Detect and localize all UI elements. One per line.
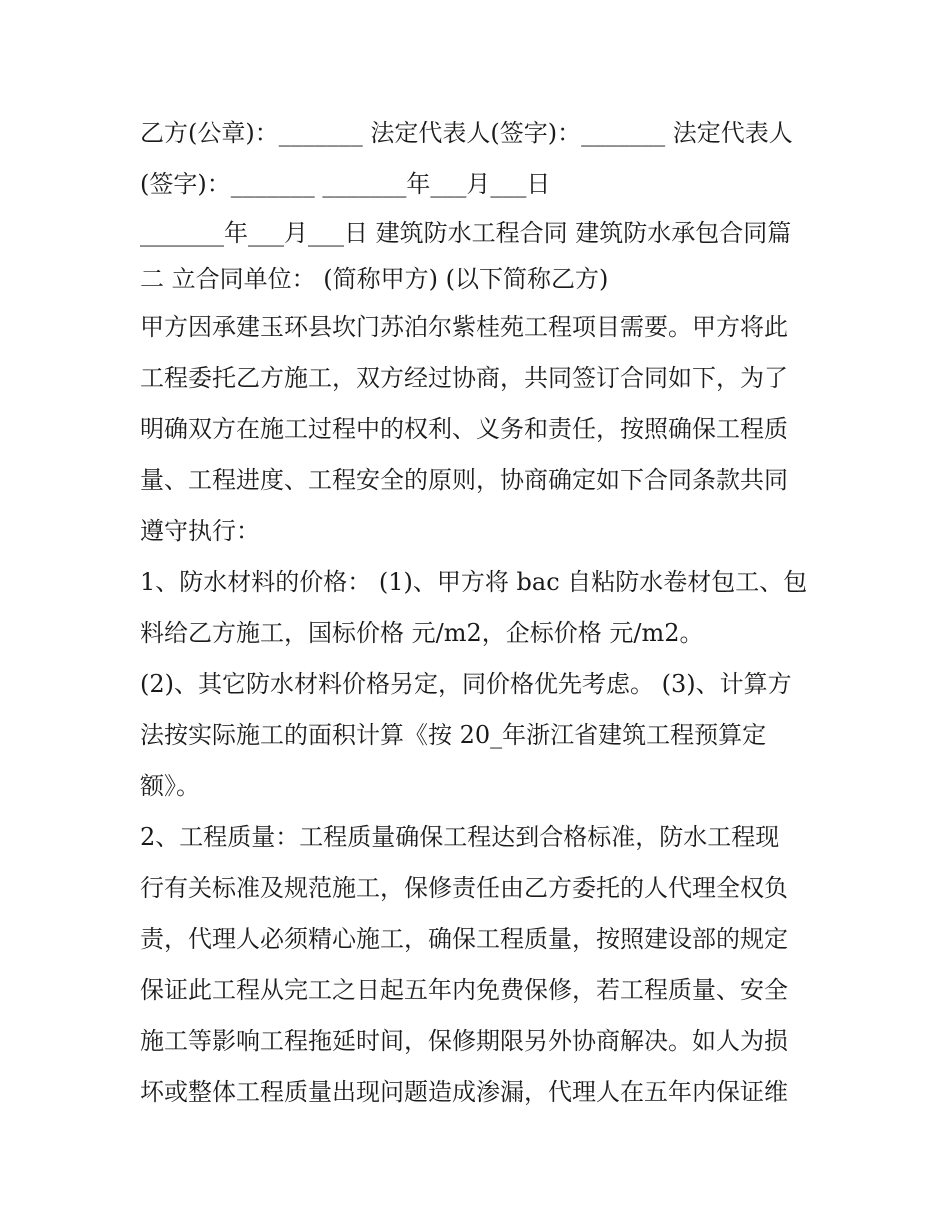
text-line: 量、工程进度、工程安全的原则，协商确定如下合同条款共同	[140, 466, 788, 494]
text-line: 额》。	[140, 772, 200, 800]
text-line: 1、防水材料的价格： (1)、甲方将 bac 自粘防水卷材包工、包	[140, 568, 808, 596]
text-line: 责，代理人必须精心施工，确保工程质量，按照建设部的规定	[140, 925, 788, 953]
text-line: 施工等影响工程拖延时间，保修期限另外协商解决。如人为损	[140, 1027, 788, 1055]
text-line: 2、工程质量：工程质量确保工程达到合格标准，防水工程现	[140, 823, 780, 851]
text-line: _______年___月___日 建筑防水工程合同 建筑防水承包合同篇	[140, 219, 792, 247]
text-line: 二 立合同单位： (简称甲方) (以下简称乙方)	[140, 265, 609, 293]
text-line: 法按实际施工的面积计算《按 20_年浙江省建筑工程预算定	[140, 721, 767, 749]
text-line: 行有关标准及规范施工，保修责任由乙方委托的人代理全权负	[140, 874, 788, 902]
text-line: 遵守执行：	[140, 517, 260, 545]
text-line: 保证此工程从完工之日起五年内免费保修，若工程质量、安全	[140, 976, 788, 1004]
text-line: 坏或整体工程质量出现问题造成渗漏，代理人在五年内保证维	[140, 1078, 788, 1106]
text-line: 乙方(公章)：_______ 法定代表人(签字)：_______ 法定代表人	[140, 119, 793, 147]
text-line: 工程委托乙方施工，双方经过协商，共同签订合同如下，为了	[140, 364, 788, 392]
text-line: (2)、其它防水材料价格另定，同价格优先考虑。 (3)、计算方	[140, 670, 792, 698]
text-line: (签字)：_______ _______年___月___日	[140, 170, 551, 198]
text-line: 料给乙方施工，国标价格 元/m2，企标价格 元/m2。	[140, 619, 704, 647]
text-line: 明确双方在施工过程中的权利、义务和责任，按照确保工程质	[140, 415, 788, 443]
text-line: 甲方因承建玉环县坎门苏泊尔紫桂苑工程项目需要。甲方将此	[140, 313, 788, 341]
document-body	[140, 108, 815, 1118]
